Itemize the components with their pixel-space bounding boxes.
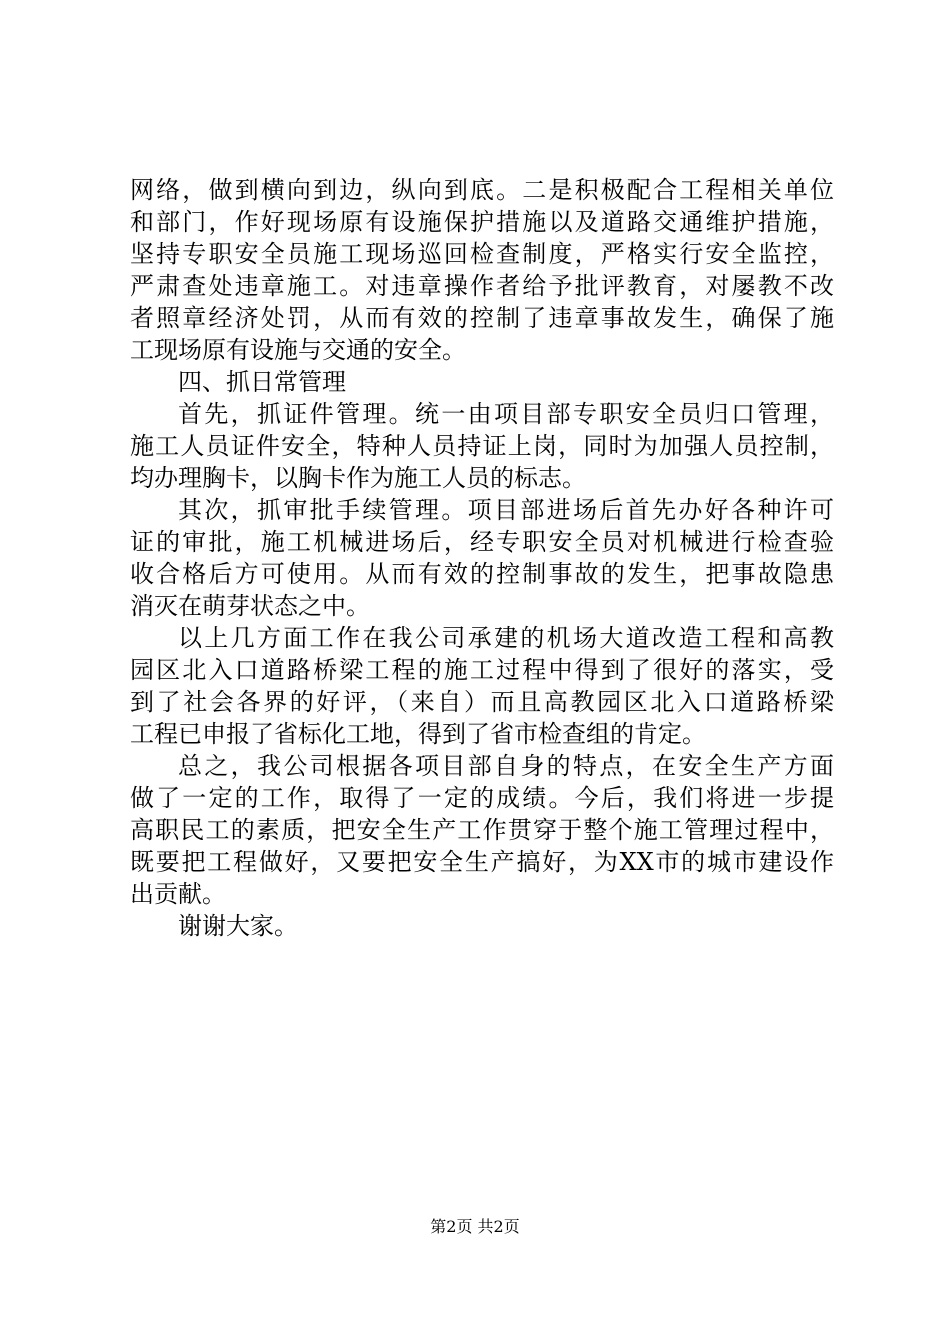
text-line: 坚持专职安全员施工现场巡回检查制度，严格实行安全监控， [130, 240, 834, 268]
text-line: 均办理胸卡，以胸卡作为施工人员的标志。 [130, 464, 586, 492]
text-line: 四、抓日常管理 [178, 368, 346, 396]
text-line: 证的审批，施工机械进场后，经专职安全员对机械进行检查验 [130, 528, 834, 556]
page-number-footer: 第2页 共2页 [430, 1217, 520, 1236]
text-line: 和部门，作好现场原有设施保护措施以及道路交通维护措施， [130, 208, 834, 236]
text-line: 者照章经济处罚，从而有效的控制了违章事故发生，确保了施 [130, 304, 834, 332]
text-line: 到了社会各界的好评，（来自）而且高教园区北入口道路桥梁 [130, 688, 834, 716]
text-line: 工程已申报了省标化工地，得到了省市检查组的肯定。 [130, 720, 706, 748]
text-line: 出贡献。 [130, 880, 226, 908]
text-line: 收合格后方可使用。从而有效的控制事故的发生，把事故隐患 [130, 560, 834, 588]
text-line: 网络，做到横向到边，纵向到底。二是积极配合工程相关单位 [130, 176, 834, 204]
document-body [130, 174, 834, 942]
text-line: 首先，抓证件管理。统一由项目部专职安全员归口管理， [178, 400, 834, 428]
text-line: 工现场原有设施与交通的安全。 [130, 336, 466, 364]
text-line: 做了一定的工作，取得了一定的成绩。今后，我们将进一步提 [130, 784, 834, 812]
text-line: 消灭在萌芽状态之中。 [130, 592, 370, 620]
text-line: 园区北入口道路桥梁工程的施工过程中得到了很好的落实，受 [130, 656, 834, 684]
text-line: 高职民工的素质，把安全生产工作贯穿于整个施工管理过程中， [130, 816, 834, 844]
text-line: 施工人员证件安全，特种人员持证上岗，同时为加强人员控制， [130, 432, 834, 460]
text-line: 其次，抓审批手续管理。项目部进场后首先办好各种许可 [178, 496, 834, 524]
text-line: 既要把工程做好，又要把安全生产搞好，为XX市的城市建设作 [130, 848, 834, 876]
text-line: 以上几方面工作在我公司承建的机场大道改造工程和高教 [178, 624, 834, 652]
text-line: 严肃查处违章施工。对违章操作者给予批评教育，对屡教不改 [130, 272, 834, 300]
text-line: 总之，我公司根据各项目部自身的特点，在安全生产方面 [178, 752, 834, 780]
text-line: 谢谢大家。 [178, 912, 298, 940]
